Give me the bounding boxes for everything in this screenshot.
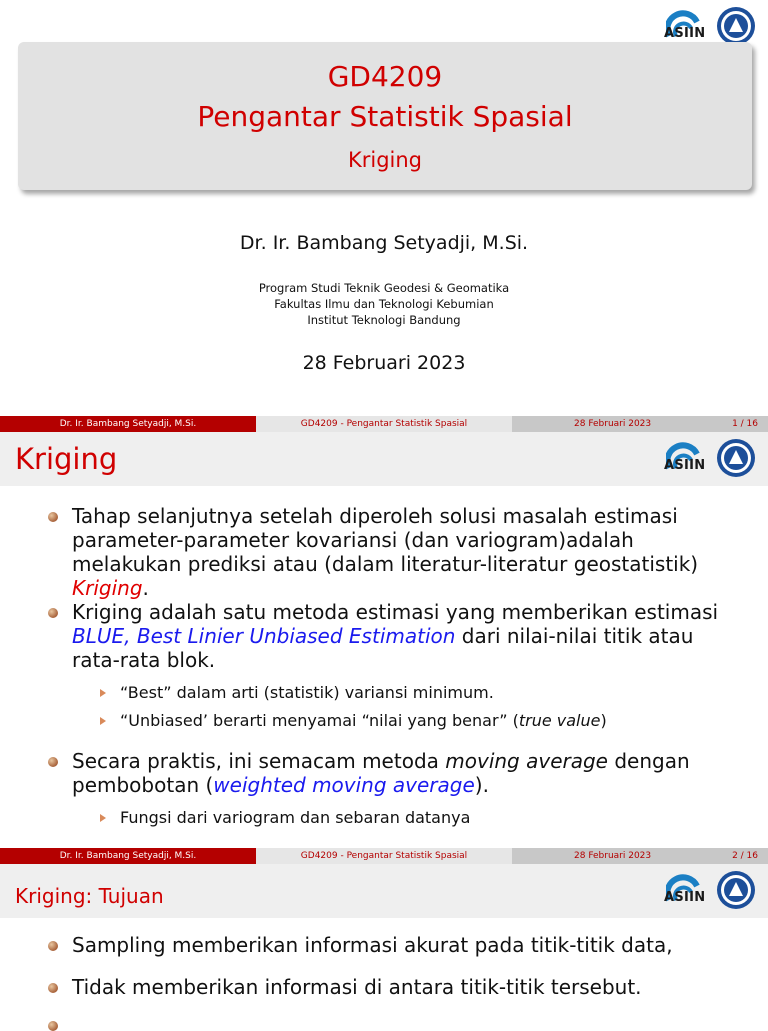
triangle-bullet-icon <box>100 717 106 725</box>
bullet-end: ). <box>474 773 489 797</box>
bullet-text: Tidak memberikan informasi di antara titik-titik tersebut. <box>72 975 642 999</box>
slide-header <box>0 864 768 918</box>
institution-line: Program Studi Teknik Geodesi & Geomatika <box>258 281 510 295</box>
asiin-logo-text: ASIIN <box>664 458 706 473</box>
bullet-icon <box>48 512 58 522</box>
bullet-icon <box>48 757 58 767</box>
slide-footer <box>0 848 768 864</box>
slide-footer <box>0 416 768 432</box>
sub-bullet-text: “Best” dalam arti (statistik) variansi minimum. <box>120 683 494 702</box>
footer-course: GD4209 - Pengantar Statistik Spasial <box>256 848 512 864</box>
itb-seal-icon <box>716 870 756 910</box>
footer-author: Dr. Ir. Bambang Setyadji, M.Si. <box>0 416 256 432</box>
institution-line: Institut Teknologi Bandung <box>307 313 461 327</box>
triangle-bullet-icon <box>100 689 106 697</box>
author-name: Dr. Ir. Bambang Setyadji, M.Si. <box>239 232 529 254</box>
bullet-end: . <box>142 576 149 600</box>
bullet-body: Kriging adalah satu metoda estimasi yang memberikan estimasi <box>72 600 719 624</box>
bullet-icon <box>48 983 58 993</box>
footer-date-page <box>512 416 768 432</box>
bullet-text <box>72 600 742 672</box>
footer-page-number: 1 / 16 <box>732 419 758 429</box>
title-box <box>18 42 752 190</box>
course-name: Pengantar Statistik Spasial <box>197 100 573 133</box>
sub-bullet-text <box>120 711 607 730</box>
asiin-logo-text: ASIIN <box>664 890 706 905</box>
triangle-bullet-icon <box>100 814 106 822</box>
sub-bullet-body: “Unbiased’ berarti menyamai “nilai yang benar” ( <box>120 711 519 730</box>
asiin-logo <box>664 868 768 916</box>
bullet-text <box>72 749 742 797</box>
footer-date: 28 Februari 2023 <box>574 419 652 429</box>
sub-bullet-end: ) <box>600 711 607 730</box>
slide-header <box>0 432 768 486</box>
bullet-text <box>72 504 742 600</box>
true-value-term: true value <box>518 711 601 730</box>
course-code: GD4209 <box>327 60 443 93</box>
footer-course: GD4209 - Pengantar Statistik Spasial <box>256 416 512 432</box>
institution-line: Fakultas Ilmu dan Teknologi Kebumian <box>274 297 494 311</box>
itb-seal-icon <box>716 6 756 46</box>
bullet-body: Tahap selanjutnya setelah diperoleh solusi masalah estimasi parameter-parameter kovariansi (dan variogram)adalah melakukan prediksi atau (dalam literatur-literatur geostatistik) <box>72 504 699 576</box>
bullet-body: Secara praktis, ini semacam metoda <box>72 749 446 773</box>
footer-author: Dr. Ir. Bambang Setyadji, M.Si. <box>0 848 256 864</box>
kriging-term: Kriging <box>72 576 143 600</box>
sub-bullet-text: Fungsi dari variogram dan sebaran datanya <box>120 808 471 827</box>
bullet-end: dari nilai-nilai titik atau rata-rata blok. <box>72 624 694 672</box>
footer-date: 28 Februari 2023 <box>574 851 652 861</box>
blue-term: weighted moving average <box>213 773 475 797</box>
bullet-icon <box>48 608 58 618</box>
moving-average-term: moving average <box>445 749 608 773</box>
bullet-icon <box>48 941 58 951</box>
itb-seal-icon <box>716 438 756 478</box>
footer-date-page <box>512 848 768 864</box>
asiin-logo <box>664 436 768 484</box>
bullet-mid: dengan pembobotan ( <box>72 749 690 797</box>
presentation-topic: Kriging <box>347 148 423 172</box>
asiin-logo-text: ASIIN <box>664 26 706 41</box>
slide-title: Kriging <box>15 442 118 476</box>
footer-page-number: 2 / 16 <box>732 851 758 861</box>
slide-title: Kriging: Tujuan <box>15 884 164 908</box>
bullet-icon <box>48 1021 58 1031</box>
bullet-text: Sampling memberikan informasi akurat pada titik-titik data, <box>72 933 673 957</box>
blue-term: BLUE, Best Linier Unbiased Estimation <box>72 624 456 648</box>
presentation-date: 28 Februari 2023 <box>302 352 466 374</box>
